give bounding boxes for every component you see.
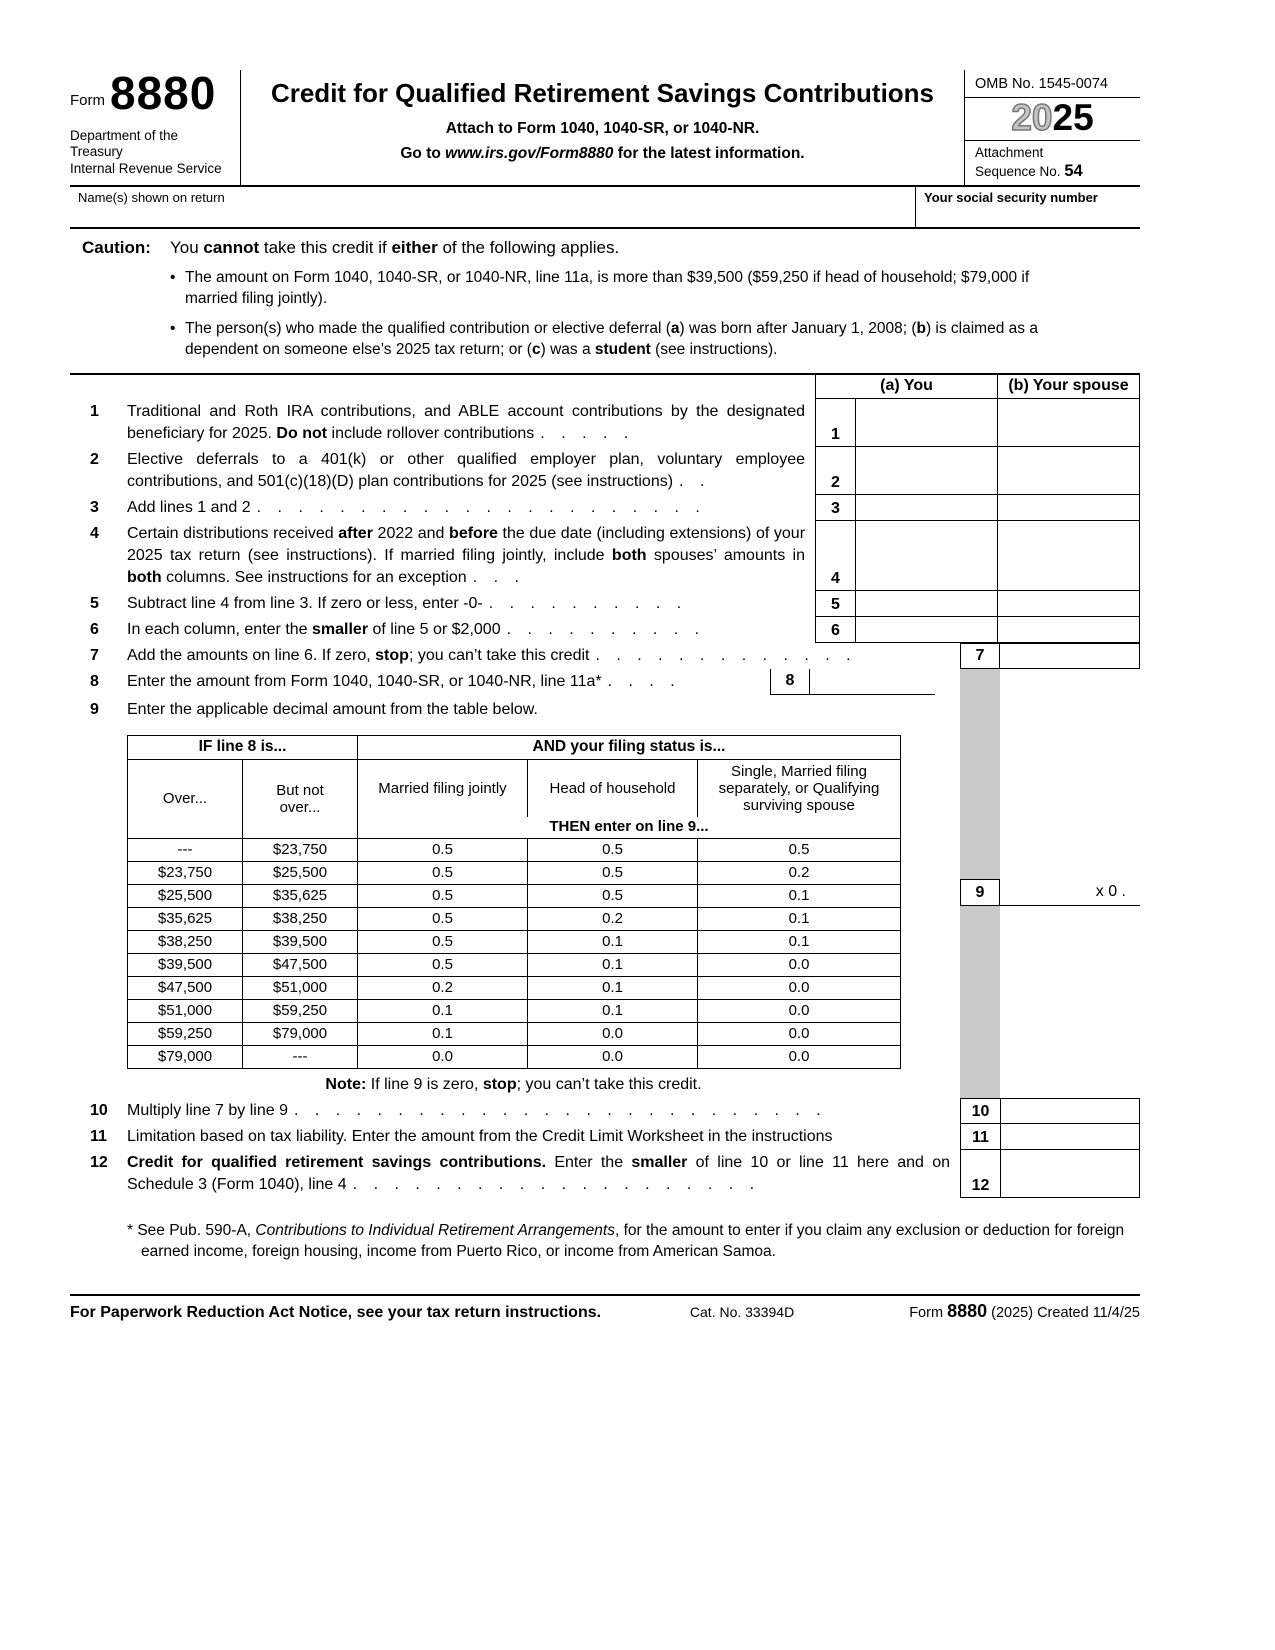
line-9-description: 9 Enter the applicable decimal amount from the table below.	[70, 697, 548, 723]
header-filing-status: AND your filing status is...	[358, 735, 901, 759]
caution-section	[70, 229, 1140, 373]
decimal-table-cell: $51,000	[128, 999, 243, 1022]
line-4-description: 4 Certain distributions received after 2022 and before the due date (including extensions) of your 2025 tax return (see instructions). If married filing jointly, include both spouses’ amounts in both columns. See instructions for an exception . . .	[70, 521, 815, 591]
note: Note: If line 9 is zero, stop; you can’t take this credit.	[325, 1075, 702, 1093]
line-2-number: 2	[90, 450, 99, 468]
line-6-description: 6 In each column, enter the smaller of line 5 or $2,000 . . . . . . . . . .	[70, 617, 815, 643]
decimal-table-row	[128, 930, 901, 953]
line-1-number: 1	[90, 402, 99, 420]
line-5-entry-b[interactable]	[997, 591, 1140, 617]
tax-year	[965, 98, 1140, 141]
lines-1-6-table	[70, 373, 1140, 643]
header-then-enter: THEN enter on line 9...	[358, 817, 901, 839]
line-7-box-number: 7	[960, 643, 1000, 669]
line-5-box-number: 5	[815, 591, 855, 617]
decimal-table-cell: 0.5	[358, 907, 528, 930]
line-2-description: 2 Elective deferrals to a 401(k) or other qualified employer plan, voluntary employee contributions, and 501(c)(18)(D) plan contributions for 2025 (see instructions) . .	[70, 447, 815, 495]
line-2-box-number: 2	[815, 447, 855, 495]
decimal-table-cell: $38,250	[243, 907, 358, 930]
dot-leader: . . . . . . . . . . . . .	[595, 646, 857, 664]
name-label: Name(s) shown on return	[78, 189, 225, 205]
line-11-box-number: 11	[960, 1124, 1000, 1150]
omb-block	[965, 70, 1140, 185]
tax-year-solid: 25	[1052, 97, 1094, 138]
decimal-table-cell: 0.0	[698, 953, 901, 976]
column-header-spouse: (b) Your spouse	[997, 375, 1140, 399]
line-11-number: 11	[90, 1127, 107, 1145]
goto-pre: Go to	[400, 145, 446, 162]
dot-leader: . . . . . . . . . .	[506, 620, 706, 638]
decimal-table-cell: $59,250	[243, 999, 358, 1022]
decimal-table-cell: 0.1	[528, 930, 698, 953]
dot-leader: . . . . . . . . . . . . . . . . . . . .	[352, 1175, 761, 1193]
decimal-table-cell: 0.5	[528, 884, 698, 907]
header-but-not-over: But not over...	[243, 759, 358, 838]
line-1-entry-a[interactable]	[855, 399, 997, 447]
attachment-sequence	[965, 141, 1140, 185]
decimal-table-cell: 0.0	[698, 999, 901, 1022]
line-4-number: 4	[90, 524, 99, 542]
decimal-table-row	[128, 976, 901, 999]
decimal-table-cell: $59,250	[128, 1022, 243, 1045]
line-9-entry-row	[960, 879, 1140, 906]
dot-leader: . . . .	[607, 672, 681, 690]
bullet-icon: •	[170, 268, 176, 286]
section-lines-8-9	[70, 669, 1140, 1098]
line-12-box-number: 12	[960, 1150, 1000, 1198]
form-footer-id: Form 8880 (2025) Created 11/4/25	[909, 1300, 1140, 1321]
dot-leader: . .	[679, 472, 711, 490]
goto-post: for the latest information.	[613, 145, 805, 162]
decimal-table-cell: 0.1	[358, 1022, 528, 1045]
header-over: Over...	[128, 759, 243, 838]
line-1-entry-b[interactable]	[997, 399, 1140, 447]
decimal-table-cell: 0.0	[698, 1022, 901, 1045]
line-2-entry-a[interactable]	[855, 447, 997, 495]
line-7-number: 7	[90, 646, 99, 664]
dot-leader: . . . . . . . . . . . . . . . . . . . . . . . . . .	[293, 1101, 827, 1119]
decimal-table-row	[128, 999, 901, 1022]
footnote: * See Pub. 590-A, Contributions to Individual Retirement Arrangements, for the amount to enter if you claim any exclusion or deduction for foreign earned income, foreign housing, income from Puerto Rico, or income from American Samoa.	[127, 1221, 1125, 1260]
decimal-table-cell: 0.5	[358, 953, 528, 976]
line-8-description: 8 Enter the amount from Form 1040, 1040-SR, or 1040-NR, line 11a* . . . .	[70, 669, 770, 695]
line-11-entry[interactable]	[1000, 1124, 1140, 1150]
line-12-entry[interactable]	[1000, 1150, 1140, 1198]
decimal-table-cell: 0.0	[528, 1022, 698, 1045]
page-footer	[70, 1294, 1140, 1322]
pub-590a-title: Contributions to Individual Retirement Arrangements	[255, 1221, 615, 1239]
paperwork-notice: For Paperwork Reduction Act Notice, see your tax return instructions.	[70, 1303, 602, 1321]
decimal-table-cell: 0.1	[698, 930, 901, 953]
decimal-table-cell: $47,500	[243, 953, 358, 976]
decimal-table-cell: 0.2	[358, 976, 528, 999]
spacer	[70, 375, 815, 399]
line-10-number: 10	[90, 1101, 108, 1119]
caution-header	[70, 238, 1140, 258]
decimal-table-cell: 0.1	[528, 999, 698, 1022]
decimal-table-cell: $35,625	[243, 884, 358, 907]
line-3-number: 3	[90, 498, 99, 516]
line-8-entry[interactable]	[810, 669, 935, 695]
decimal-table-cell: 0.0	[698, 976, 901, 999]
sequence-word: Sequence No.	[975, 164, 1065, 180]
decimal-table-cell: 0.5	[358, 930, 528, 953]
decimal-table-status-header	[128, 759, 901, 817]
line-7-row	[70, 643, 1140, 669]
line-11-description: 11 Limitation based on tax liability. Enter the amount from the Credit Limit Worksheet in the instructions	[70, 1124, 960, 1150]
line-6-entry-b[interactable]	[997, 617, 1140, 643]
decimal-table-cell: 0.5	[528, 838, 698, 861]
line-5-description: 5 Subtract line 4 from line 3. If zero or less, enter -0- . . . . . . . . . .	[70, 591, 815, 617]
decimal-table-row	[128, 1045, 901, 1068]
tax-year-outline: 20	[1011, 97, 1053, 138]
line-1-description: 1 Traditional and Roth IRA contributions, and ABLE account contributions by the designated beneficiary for 2025. Do not include rollover contributions . . . . .	[70, 399, 815, 447]
dot-leader: . . . . .	[540, 424, 635, 442]
page-title: Credit for Qualified Retirement Savings Contributions	[270, 78, 935, 108]
dept-line-1: Department of the Treasury	[70, 127, 179, 160]
decimal-table-cell: 0.0	[358, 1045, 528, 1068]
header-single: Single, Married filing separately, or Qualifying surviving spouse	[698, 759, 901, 817]
decimal-table-row	[128, 884, 901, 907]
decimal-table-cell: 0.1	[358, 999, 528, 1022]
decimal-table-cell: $25,500	[243, 861, 358, 884]
line-8-box-number: 8	[770, 669, 810, 695]
decimal-table-cell: 0.1	[698, 907, 901, 930]
decimal-table-cell: $23,750	[128, 861, 243, 884]
decimal-table-cell: $79,000	[128, 1045, 243, 1068]
dept-line-2: Internal Revenue Service	[70, 160, 222, 176]
decimal-table-cell: 0.5	[528, 861, 698, 884]
goto-url: www.irs.gov/Form8880	[445, 145, 614, 162]
caution-bullet-1: • The amount on Form 1040, 1040-SR, or 1040-NR, line 11a, is more than $39,500 ($59,250 if head of household; $79,000 if married filing jointly).	[170, 268, 1030, 307]
decimal-table-cell: $38,250	[128, 930, 243, 953]
dot-leader: . . .	[472, 568, 525, 586]
decimal-table-cell: 0.0	[698, 1045, 901, 1068]
line-3-box-number: 3	[815, 495, 855, 521]
decimal-table-row	[128, 1022, 901, 1045]
form-word: Form	[70, 91, 105, 109]
line-7-entry[interactable]	[1000, 643, 1140, 669]
ssn-field[interactable]	[915, 187, 1140, 227]
decimal-table-row	[128, 953, 901, 976]
caution-intro: You cannot take this credit if either of the following applies.	[170, 237, 620, 257]
decimal-table-cell: $35,625	[128, 907, 243, 930]
goto-instruction	[255, 145, 950, 163]
name-field[interactable]	[70, 187, 915, 227]
sequence-number: 54	[1064, 162, 1083, 181]
department-lines	[70, 128, 232, 177]
title-block	[240, 70, 965, 185]
decimal-table-cell: 0.1	[698, 884, 901, 907]
form-header	[70, 67, 1140, 187]
dot-leader: . . . . . . . . . .	[488, 594, 688, 612]
line-12-description: 12 Credit for qualified retirement savings contributions. Enter the smaller of line 10 or line 11 here and on Schedule 3 (Form 1040), line 4 . . . . . . . . . . . . . . . . . . . .	[70, 1150, 960, 1198]
header-married-filing-jointly: Married filing jointly	[358, 759, 528, 817]
attachment-word: Attachment	[975, 144, 1044, 160]
decimal-table-cell: $39,500	[128, 953, 243, 976]
decimal-table-cell: 0.1	[528, 953, 698, 976]
caution-label: Caution:	[82, 237, 151, 257]
header-head-of-household: Head of household	[528, 759, 698, 817]
caution-bullet-2: • The person(s) who made the qualified contribution or elective deferral (a) was born after January 1, 2008; (b) is claimed as a dependent on someone else’s 2025 tax return; or (c) was a student (see instructions).	[170, 319, 1038, 358]
decimal-table-cell: $79,000	[243, 1022, 358, 1045]
line-4-box-number: 4	[815, 521, 855, 591]
decimal-table-cell: $39,500	[243, 930, 358, 953]
form-id	[70, 67, 232, 119]
line-4-entry-a[interactable]	[855, 521, 997, 591]
decimal-table-cell: 0.5	[698, 838, 901, 861]
line-5-number: 5	[90, 594, 99, 612]
line-7-description: 7 Add the amounts on line 6. If zero, stop; you can’t take this credit . . . . . . . . . . . . .	[70, 643, 960, 669]
line-10-box-number: 10	[960, 1098, 1000, 1124]
line-9-box-number: 9	[960, 879, 1000, 906]
line-4-entry-b[interactable]	[997, 521, 1140, 591]
line-9-multiplier[interactable]: x 0 .	[1000, 879, 1140, 906]
decimal-table-cell: ---	[128, 838, 243, 861]
decimal-table-cell: $23,750	[243, 838, 358, 861]
attach-instruction: Attach to Form 1040, 1040-SR, or 1040-NR.	[445, 120, 760, 137]
bullet-icon: •	[170, 319, 176, 337]
line-6-entry-a[interactable]	[855, 617, 997, 643]
decimal-table-body	[128, 838, 901, 1068]
decimal-table-cell: 0.2	[698, 861, 901, 884]
decimal-table-cell: 0.2	[528, 907, 698, 930]
decimal-table-row	[128, 907, 901, 930]
decimal-table-cell: $25,500	[128, 884, 243, 907]
caution-bullets	[170, 267, 1080, 360]
decimal-table-cell: 0.5	[358, 861, 528, 884]
decimal-table-row	[128, 838, 901, 861]
form-id-block	[70, 67, 240, 185]
decimal-table-cell: $47,500	[128, 976, 243, 999]
name-row	[70, 187, 1140, 229]
ssn-label: Your social security number	[924, 189, 1098, 205]
header-if-line8: IF line 8 is...	[128, 735, 358, 759]
dot-leader: . . . . . . . . . . . . . . . . . . . . . .	[256, 498, 706, 516]
decimal-table-cell: $51,000	[243, 976, 358, 999]
omb-number: OMB No. 1545-0074	[965, 70, 1140, 98]
line-3-description: 3 Add lines 1 and 2 . . . . . . . . . . . . . . . . . . . . . .	[70, 495, 815, 521]
form-number: 8880	[110, 67, 217, 119]
decimal-table-cell: ---	[243, 1045, 358, 1068]
line-8-number: 8	[90, 672, 99, 690]
catalog-number: Cat. No. 33394D	[689, 1303, 795, 1320]
line-10-description: 10 Multiply line 7 by line 9 . . . . . . . . . . . . . . . . . . . . . . . . . .	[70, 1098, 960, 1124]
line-5-entry-a[interactable]	[855, 591, 997, 617]
decimal-table-cell: 0.5	[358, 838, 528, 861]
column-header-you: (a) You	[815, 375, 997, 399]
line-9-number: 9	[90, 700, 99, 718]
line-12-number: 12	[90, 1153, 108, 1171]
decimal-table-top-header	[128, 735, 901, 759]
lines-10-12-table	[70, 1098, 1140, 1198]
decimal-table-cell: 0.5	[358, 884, 528, 907]
line-3-entry-b[interactable]	[997, 495, 1140, 521]
decimal-table-row	[128, 861, 901, 884]
decimal-table-cell: 0.0	[528, 1045, 698, 1068]
line-10-entry[interactable]	[1000, 1098, 1140, 1124]
line-2-entry-b[interactable]	[997, 447, 1140, 495]
decimal-table	[127, 735, 901, 1069]
decimal-table-cell: 0.1	[528, 976, 698, 999]
line-6-number: 6	[90, 620, 99, 638]
line-6-box-number: 6	[815, 617, 855, 643]
line-3-entry-a[interactable]	[855, 495, 997, 521]
line-1-box-number: 1	[815, 399, 855, 447]
